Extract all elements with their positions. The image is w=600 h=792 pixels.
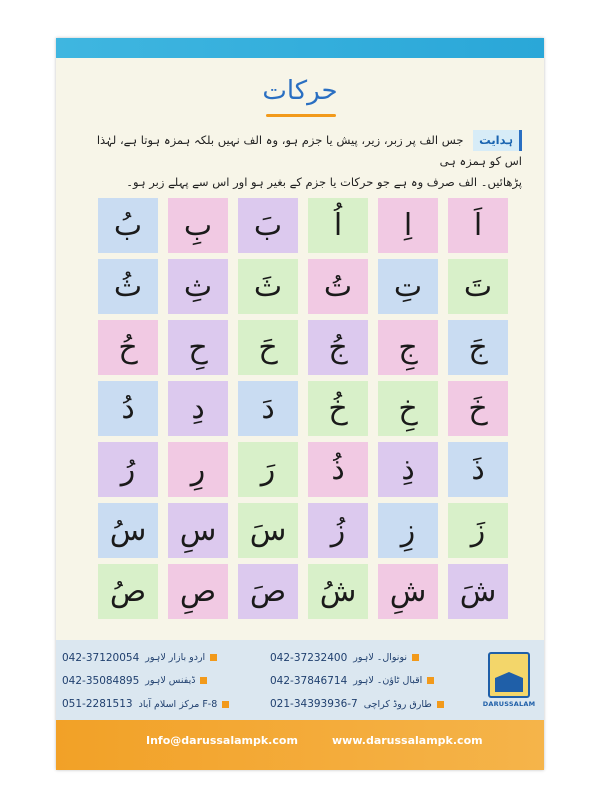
contact-item — [270, 695, 472, 714]
letter-card: اِ — [378, 198, 438, 253]
letter-card: ذُ — [308, 442, 368, 497]
contact-city: اردو بازار لاہور — [145, 652, 206, 664]
letter-card: صُ — [98, 564, 158, 619]
letter-card: تَ — [448, 259, 508, 314]
letter-card: صِ — [168, 564, 228, 619]
letter-card: دُ — [98, 381, 158, 436]
letter-card: بَ — [238, 198, 298, 253]
letter-card: حُ — [98, 320, 158, 375]
letter-card: رُ — [98, 442, 158, 497]
letter-card: زَ — [448, 503, 508, 558]
contact-city: F-8 مرکز اسلام آباد — [138, 698, 218, 710]
top-band — [56, 38, 544, 58]
bullet-icon — [412, 654, 419, 661]
letter-card: سِ — [168, 503, 228, 558]
title-underline — [266, 114, 336, 117]
footer — [56, 640, 544, 720]
hint-label: ہدایت — [473, 130, 522, 151]
letter-grid — [98, 198, 508, 616]
instruction-line-1: جس الف پر زبر، زیر، پیش یا جزم ہو، وہ الف نہیں بلکہ ہمزہ ہوتا ہے، لہٰذا اس کو ہمزہ ہی — [96, 133, 522, 168]
letter-card: اُ — [308, 198, 368, 253]
letter-card: صَ — [238, 564, 298, 619]
letter-card: خِ — [378, 381, 438, 436]
letter-card: ثِ — [168, 259, 228, 314]
letter-card: ذَ — [448, 442, 508, 497]
letter-card: بِ — [168, 198, 228, 253]
contact-city: اقبال ٹاؤن۔ لاہور — [353, 675, 423, 687]
letter-card: اَ — [448, 198, 508, 253]
contact-item — [270, 671, 472, 690]
letter-card: حَ — [238, 320, 298, 375]
letter-card: ذِ — [378, 442, 438, 497]
instruction-line-2: پڑھائیں۔ الف صرف وہ ہے جو حرکات یا جزم کے بغیر ہو اور اس سے پہلے زبر ہو۔ — [126, 175, 522, 189]
contact-phone: 042-37846714 — [270, 674, 348, 687]
title-wrap — [56, 76, 544, 112]
letter-card: خُ — [308, 381, 368, 436]
contact-phone: 042-37120054 — [62, 651, 140, 664]
letter-card: بُ — [98, 198, 158, 253]
letter-card: جِ — [378, 320, 438, 375]
letter-card: سُ — [98, 503, 158, 558]
bullet-icon — [210, 654, 217, 661]
contact-item — [62, 695, 264, 714]
contact-city: ڈیفنس لاہور — [145, 675, 196, 687]
letter-card: سَ — [238, 503, 298, 558]
letter-card: رَ — [238, 442, 298, 497]
letter-card: شِ — [378, 564, 438, 619]
letter-card: حِ — [168, 320, 228, 375]
bullet-icon — [200, 677, 207, 684]
contact-item — [62, 648, 264, 667]
contact-phone: 021-34393936-7 — [270, 698, 358, 711]
letter-card: تُ — [308, 259, 368, 314]
letter-card: تِ — [378, 259, 438, 314]
bottom-band — [56, 720, 544, 770]
contact-item — [62, 671, 264, 690]
letter-card: دِ — [168, 381, 228, 436]
chart-page — [56, 38, 544, 770]
letter-card: جَ — [448, 320, 508, 375]
letter-card: زِ — [378, 503, 438, 558]
letter-card: ثُ — [98, 259, 158, 314]
contact-city: طارق روڈ کراچی — [363, 698, 432, 710]
letter-card: شَ — [448, 564, 508, 619]
website-text: www.darussalampk.com — [332, 734, 483, 747]
page-title: حرکات — [262, 76, 338, 106]
logo-emblem-icon — [488, 652, 530, 698]
letter-card: شُ — [308, 564, 368, 619]
contact-phone: 042-37232400 — [270, 651, 348, 664]
bullet-icon — [222, 701, 229, 708]
letter-card: زُ — [308, 503, 368, 558]
letter-card: ثَ — [238, 259, 298, 314]
contact-phone: 051-2281513 — [62, 698, 133, 711]
instructions — [78, 130, 522, 193]
contact-list — [62, 648, 472, 714]
email-text: Info@darussalampk.com — [146, 734, 298, 747]
contact-item — [270, 648, 472, 667]
bullet-icon — [437, 701, 444, 708]
bullet-icon — [427, 677, 434, 684]
letter-card: دَ — [238, 381, 298, 436]
logo — [482, 652, 536, 710]
letter-card: رِ — [168, 442, 228, 497]
contact-phone: 042-35084895 — [62, 674, 140, 687]
contact-city: نونوال۔ لاہور — [353, 652, 407, 664]
letter-card: جُ — [308, 320, 368, 375]
letter-card: خَ — [448, 381, 508, 436]
logo-text: DARUSSALAM — [482, 700, 536, 708]
